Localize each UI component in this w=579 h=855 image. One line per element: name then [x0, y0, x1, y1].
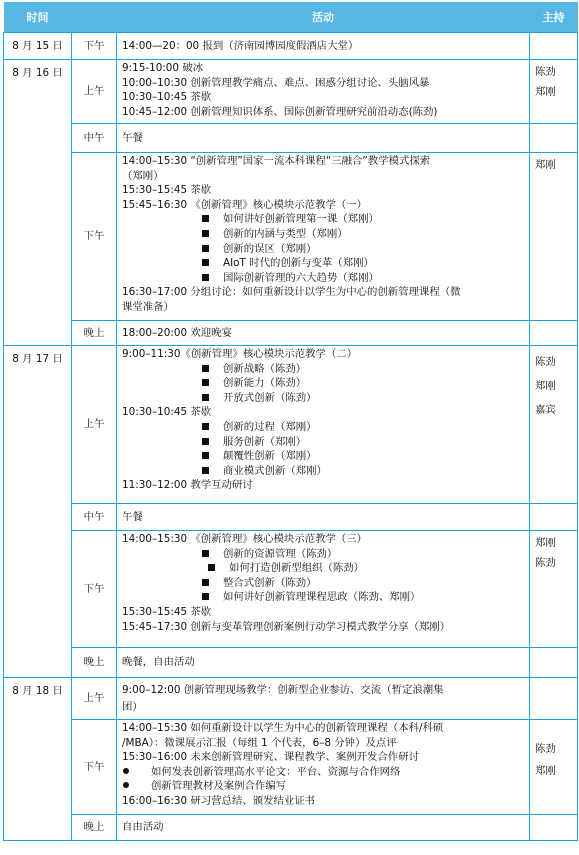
host-name: 陈劲: [535, 743, 556, 755]
activity-line: 15:45–17:30 创新与变革管理创新案例行动学习模式教学分享（郑刚）: [122, 620, 451, 633]
dot-bullet-icon: [123, 768, 129, 774]
bullet-item: 创新管理教材及案例合作编写: [122, 779, 527, 794]
period-cell: 晚上: [72, 648, 117, 678]
session-row: [4, 346, 578, 504]
square-bullet-icon: [202, 245, 209, 252]
session-row: [4, 531, 578, 648]
activity-line: 14:00–15:30 如何重新设计以学生为中心的创新管理课程（本科/科硕: [122, 722, 444, 734]
activity-line: 团）: [122, 701, 143, 713]
activity-line: 14:00–15:30 “创新管理”国家一流本科课程“三融合”教学模式探索: [122, 155, 431, 167]
host-cell: [530, 648, 578, 678]
header-period: [72, 2, 117, 33]
session-row: [4, 321, 578, 346]
activity-line: 9:00–11:30《创新管理》核心模块示范教学（二）: [122, 348, 358, 360]
host-cell: [530, 720, 578, 815]
activity-cell: [117, 815, 530, 841]
period-cell: 上午: [72, 346, 117, 504]
session-row: [4, 60, 578, 124]
activity-line: 14:00–15:30 《创新管理》核心模块示范教学（三）: [122, 533, 368, 545]
host-cell: [530, 60, 578, 124]
bullet-item: 创新的误区（郑刚）: [122, 242, 527, 257]
activity-line: 15:45–16:30 《创新管理》核心模块示范教学（一）: [122, 198, 368, 211]
square-bullet-icon: [202, 230, 209, 237]
activity-line: 16:00–16:30 研习营总结、颁发结业证书: [122, 794, 316, 807]
activity-cell: [117, 678, 530, 720]
square-bullet-icon: [202, 259, 209, 266]
host-cell: [530, 678, 578, 720]
host-cell: [530, 815, 578, 841]
header-time: 时间: [4, 2, 72, 33]
bullet-item: AIoT 时代的创新与变革（郑刚）: [122, 256, 527, 271]
header-row: [4, 2, 578, 33]
period-cell: 上午: [72, 60, 117, 124]
date-cell: 8 月 17 日: [4, 346, 72, 678]
activity-line: 午餐: [122, 131, 143, 144]
activity-cell: [117, 321, 530, 346]
date-cell: 8 月 16 日: [4, 60, 72, 346]
bullet-item: 创新能力（陈劲）: [122, 376, 527, 391]
activity-cell: [117, 531, 530, 648]
activity-cell: [117, 153, 530, 321]
square-bullet-icon: [202, 593, 209, 600]
activity-line: （郑刚）: [122, 169, 164, 182]
host-name: 郑刚: [535, 537, 556, 549]
host-name: 郑刚: [535, 765, 556, 777]
bullet-item: 如何讲好创新管理课程思政（陈劲、郑刚）: [122, 590, 527, 605]
date-cell: 8 月 15 日: [4, 33, 72, 60]
host-cell: [530, 33, 578, 60]
host-cell: [530, 321, 578, 346]
session-row: [4, 153, 578, 321]
activity-cell: [117, 504, 530, 531]
period-cell: 中午: [72, 504, 117, 531]
activity-line: 10:00–10:30 创新管理教学痛点、难点、困惑分组讨论、头脑风暴: [122, 76, 430, 89]
host-cell: [530, 346, 578, 504]
host-name: 嘉宾: [535, 404, 556, 416]
activity-cell: [117, 60, 530, 124]
host-cell: [530, 504, 578, 531]
dot-bullet-icon: [123, 782, 129, 788]
activity-cell: [117, 720, 530, 815]
square-bullet-icon: [202, 215, 209, 222]
bullet-item: 创新的资源管理（陈劲）: [122, 547, 527, 562]
square-bullet-icon: [202, 467, 209, 474]
activity-line: 15:30–15:45 茶歇: [122, 605, 212, 618]
activity-line: 15:30–15:45 茶歇: [122, 184, 212, 197]
activity-line: 11:30–12:00 教学互动研讨: [122, 479, 253, 492]
activity-line: 午餐: [122, 510, 143, 523]
square-bullet-icon: [202, 423, 209, 430]
activity-line: 自由活动: [122, 821, 164, 834]
period-cell: 晚上: [72, 321, 117, 346]
square-bullet-icon: [202, 452, 209, 459]
period-cell: 上午: [72, 678, 117, 720]
activity-cell: [117, 33, 530, 60]
bullet-item: 服务创新（郑刚）: [122, 435, 527, 450]
period-cell: 晚上: [72, 815, 117, 841]
session-row: [4, 648, 578, 678]
square-bullet-icon: [202, 394, 209, 401]
bullet-item: 创新的内涵与类型（郑刚）: [122, 227, 527, 242]
period-cell: 下午: [72, 531, 117, 648]
square-bullet-icon: [202, 365, 209, 372]
session-row: [4, 124, 578, 153]
date-cell: 8 月 18 日: [4, 678, 72, 841]
bullet-item: 如何打造创新型组织（陈劲）: [122, 561, 527, 576]
square-bullet-icon: [202, 274, 209, 281]
activity-line: 10:30–10:45 茶歇: [122, 91, 212, 104]
host-cell: [530, 531, 578, 648]
activity-line: 9:15-10:00 破冰: [122, 62, 204, 74]
bullet-item: 创新的过程（郑刚）: [122, 420, 527, 435]
activity-line: 晚餐，自由活动: [122, 656, 195, 669]
host-name: 陈劲: [535, 66, 556, 78]
session-row: [4, 504, 578, 531]
activity-line: 18:00–20:00 欢迎晚宴: [122, 326, 232, 339]
host-name: 郑刚: [535, 380, 556, 392]
session-row: [4, 720, 578, 815]
bullet-item: 整合式创新（陈劲）: [122, 576, 527, 591]
host-name: 郑刚: [535, 86, 556, 98]
session-row: [4, 815, 578, 841]
bullet-item: 开放式创新（陈劲）: [122, 391, 527, 406]
bullet-item: 如何发表创新管理高水平论文：平台、资源与合作网络: [122, 765, 527, 780]
host-cell: [530, 153, 578, 321]
square-bullet-icon: [202, 438, 209, 445]
square-bullet-icon: [202, 579, 209, 586]
activity-cell: [117, 124, 530, 153]
activity-line: 课堂准备）: [122, 300, 174, 313]
activity-line: 15:30–16:00 未来创新管理研究、课程教学、案例开发合作研讨: [122, 751, 419, 764]
activity-cell: [117, 346, 530, 504]
activity-line: 14:00—20：00 报到（济南园博园度假酒店大堂）: [122, 39, 359, 52]
square-bullet-icon: [202, 550, 209, 557]
activity-cell: [117, 648, 530, 678]
bullet-item: 商业模式创新（郑刚）: [122, 464, 527, 479]
schedule-table: [3, 2, 578, 841]
activity-line: /MBA）：微课展示汇报（每组 1 个代表，6–8 分钟）及点评: [122, 736, 397, 749]
period-cell: 中午: [72, 124, 117, 153]
session-row: [4, 33, 578, 60]
host-name: 陈劲: [535, 557, 556, 569]
bullet-item: 颠覆性创新（郑刚）: [122, 449, 527, 464]
period-cell: 下午: [72, 720, 117, 815]
host-name: 陈劲: [535, 356, 556, 368]
square-bullet-icon: [202, 379, 209, 386]
session-row: [4, 678, 578, 720]
activity-line: 16:30–17:00 分组讨论：如何重新设计以学生为中心的创新管理课程（微: [122, 286, 461, 299]
header-host: 主持: [530, 2, 578, 33]
host-name: 郑刚: [535, 159, 556, 171]
activity-line: 9:00–12:00 创新管理现场教学：创新型企业参访、交流（暂定浪潮集: [122, 684, 444, 696]
bullet-item: 国际创新管理的六大趋势（郑刚）: [122, 271, 527, 286]
bullet-item: 如何讲好创新管理第一课（郑刚）: [122, 212, 527, 227]
period-cell: 下午: [72, 153, 117, 321]
header-activity: 活动: [117, 2, 530, 33]
host-cell: [530, 124, 578, 153]
period-cell: 下午: [72, 33, 117, 60]
square-bullet-icon: [208, 564, 215, 571]
activity-line: 10:30–10:45 茶歇: [122, 406, 212, 419]
activity-line: 10:45–12:00 创新管理知识体系、国际创新管理研究前沿动态(陈劲): [122, 105, 438, 118]
bullet-item: 创新战略（陈劲）: [122, 362, 527, 377]
